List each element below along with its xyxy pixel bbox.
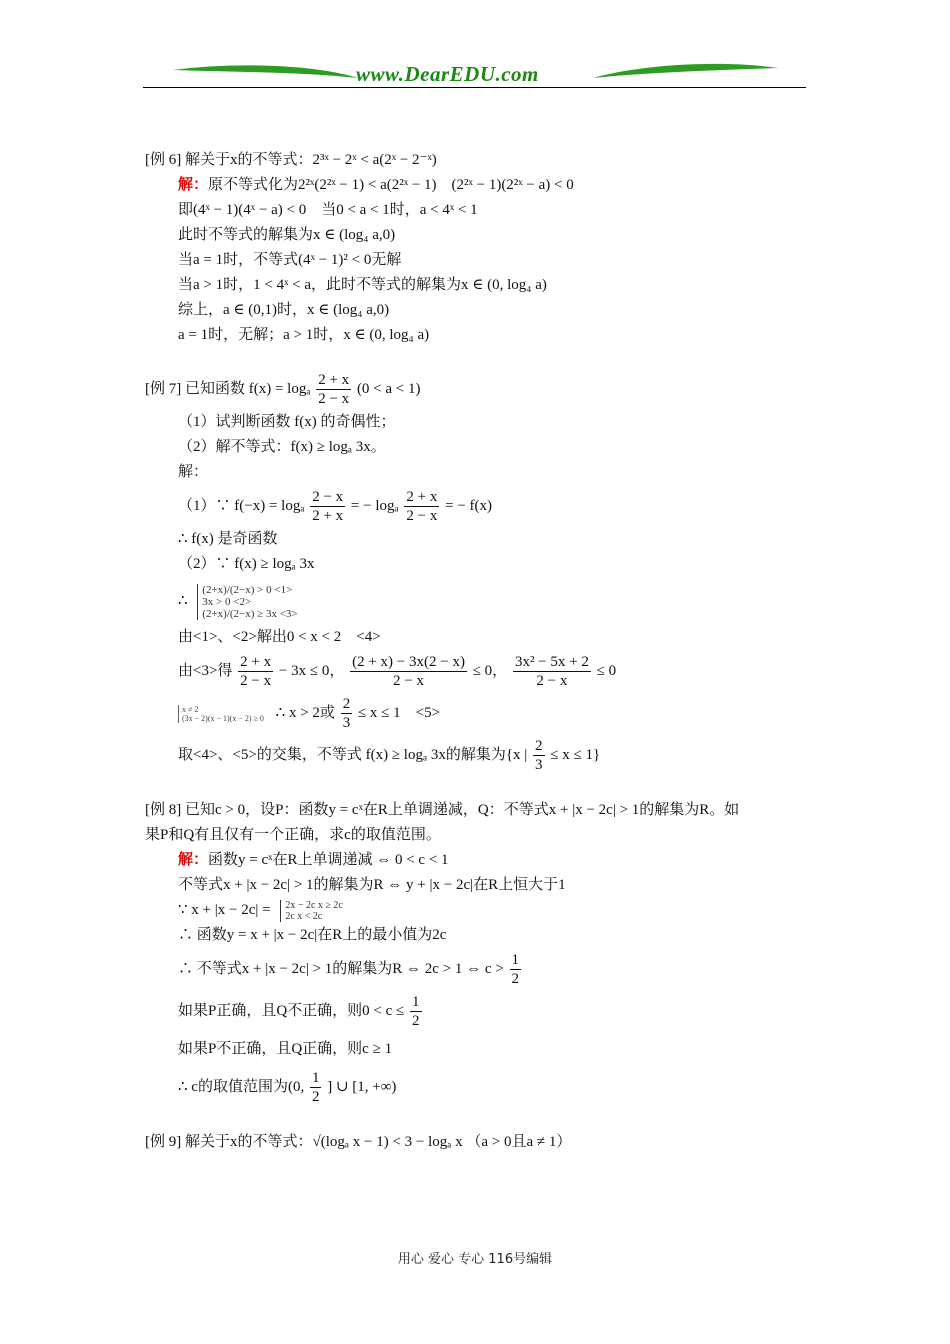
ex6-line3: 此时不等式的解集为x ∈ (log₄ a,0)	[178, 227, 396, 243]
solution-label: 解：	[178, 177, 209, 193]
ex8-line2: 不等式x + |x − 2c| > 1的解集为R ⇔ y + |x − 2c|在R上恒大于1	[178, 877, 566, 893]
ex8-line1: 解：函数y = cˣ在R上单调递减 ⇔ 0 < c < 1	[178, 852, 449, 868]
ex8-line7: 如果P不正确，且Q正确，则c ≥ 1	[178, 1041, 393, 1057]
ex7-step3: （2）∵ f(x) ≥ logₐ 3x	[178, 556, 315, 572]
ex6-line7: a = 1时，无解；a > 1时，x ∈ (0, log₄ a)	[178, 327, 430, 343]
fraction: $\frac{1}{2}$	[412, 994, 420, 1030]
ex6-line4: 当a = 1时，不等式(4ˣ − 1)² < 0无解	[178, 252, 402, 268]
ex8-line4: ∴ 函数y = x + |x − 2c|在R上的最小值为2c	[178, 927, 447, 943]
header-rule	[143, 87, 806, 88]
small-condition: x ≠ 2 (3x − 2)(x − 1)(x − 2) ≥ 0	[178, 705, 264, 723]
page-header	[143, 58, 806, 92]
ex8-line3: ∵ x + |x − 2c| = 2x − 2c x ≥ 2c 2c x < 2c	[178, 899, 343, 922]
ex7-step2: ∴ f(x) 是奇函数	[178, 531, 278, 547]
ex9-title: [例 9] 解关于x的不等式：√(logₐ x − 1) < 3 − logₐ x （a > 0且a ≠ 1）	[145, 1134, 572, 1150]
ex6-line1: 解：原不等式化为2²ˣ(2²ˣ − 1) < a(2²ˣ − 1) (2²ˣ − 1)(2²ˣ − a) < 0	[178, 177, 574, 193]
ex6-line5: 当a > 1时，1 < 4ˣ < a，此时不等式的解集为x ∈ (0, log₄ a)	[178, 277, 547, 293]
fraction: $\frac{(2 + x) - 3x(2 - x)}{2 - x}$	[352, 654, 465, 690]
ex7-step6: 由<3>得 $\frac{2 + x}{2 - x}$ − 3x ≤ 0， $\frac{(2 + x) - 3x(2 - x)}{2 - x}$ ≤ 0， $\frac{\text{3x² − 5x + 2}}{2 - x}$ ≤ 0	[178, 654, 617, 690]
inequality-system: (2+x)/(2−x) > 0 <1> 3x > 0 <2> (2+x)/(2−x) ≥ 3x <3>	[197, 584, 297, 620]
site-logo-text[interactable]: www.DearEDU.com	[356, 62, 539, 86]
ex7-step5: 由<1>、<2>解出0 < x < 2 <4>	[178, 629, 381, 645]
fraction: $\frac{2 + x}{2 - x}$	[240, 654, 272, 690]
ex7-question2: （2）解不等式：f(x) ≥ logₐ 3x。	[178, 439, 386, 455]
piecewise-definition: 2x − 2c x ≥ 2c 2c x < 2c	[280, 900, 343, 922]
ex7-step8: 取<4>、<5>的交集，不等式 f(x) ≥ logₐ 3x的解集为{x | $\frac{2}{3}$ ≤ x ≤ 1}	[178, 738, 601, 774]
ex8-line5: ∴ 不等式x + |x − 2c| > 1的解集为R ⇔ 2c > 1 ⇔ c > $\frac{1}{2}$	[178, 952, 520, 988]
fraction: $\frac{2 - x}{2 + x}$	[312, 489, 344, 525]
fraction: $\frac{2 + x}{2 - x}$	[406, 489, 438, 525]
solution-label: 解：	[178, 852, 209, 868]
fraction: $\frac{2}{3}$	[342, 696, 351, 732]
ex7-title: [例 7] 已知函数 f(x) = logₐ $\frac{2 + x}{2 - x}$ (0 < a < 1)	[145, 372, 421, 408]
ex6-line6: 综上，a ∈ (0,1)时，x ∈ (log₄ a,0)	[178, 302, 390, 318]
fraction: $\frac{\text{3x² − 5x + 2}}{2 - x}$	[514, 654, 589, 690]
ex7-solution-label: 解：	[178, 464, 209, 480]
fraction: $\frac{2 + x}{2 - x}$	[318, 372, 350, 408]
ex7-question1: （1）试判断函数 f(x) 的奇偶性；	[178, 414, 396, 430]
ex6-line2: 即(4ˣ − 1)(4ˣ − a) < 0 当0 < a < 1时，a < 4ˣ < 1	[178, 202, 478, 218]
fraction: $\frac{1}{2}$	[311, 1070, 320, 1106]
fraction: $\frac{2}{3}$	[535, 738, 543, 774]
fraction: $\frac{1}{2}$	[511, 952, 520, 988]
ex8-title-line2: 果P和Q有且仅有一个正确，求c的取值范围。	[145, 827, 441, 843]
ex7-step7: x ≠ 2 (3x − 2)(x − 1)(x − 2) ≥ 0 ∴ x > 2或 $\frac{2}{3}$ ≤ x ≤ 1 <5>	[145, 692, 810, 734]
document-body	[145, 148, 810, 1155]
ex7-step1: （1）∵ f(−x) = logₐ $\frac{2 - x}{2 + x}$ = − logₐ $\frac{2 + x}{2 - x}$ = − f(x)	[178, 489, 492, 525]
ex8-line8: ∴ c的取值范围为(0, $\frac{1}{2}$ ] ∪ [1, +∞)	[178, 1070, 397, 1106]
ex6-title: [例 6] 解关于x的不等式：2³ˣ − 2ˣ < a(2ˣ − 2⁻ˣ)	[145, 152, 437, 168]
ex8-line6: 如果P正确，且Q不正确，则0 < c ≤ $\frac{1}{2}$	[178, 994, 420, 1030]
ex7-system: ∴ (2+x)/(2−x) > 0 <1> 3x > 0 <2> (2+x)/(2−x) ≥ 3x <3>	[178, 583, 298, 620]
ex8-title-line1: [例 8] 已知c > 0，设P：函数y = cˣ在R上单调递减，Q：不等式x + |x − 2c| > 1的解集为R。如	[145, 802, 740, 818]
page-footer: 用心 爱心 专心 116号编辑	[397, 1252, 553, 1267]
